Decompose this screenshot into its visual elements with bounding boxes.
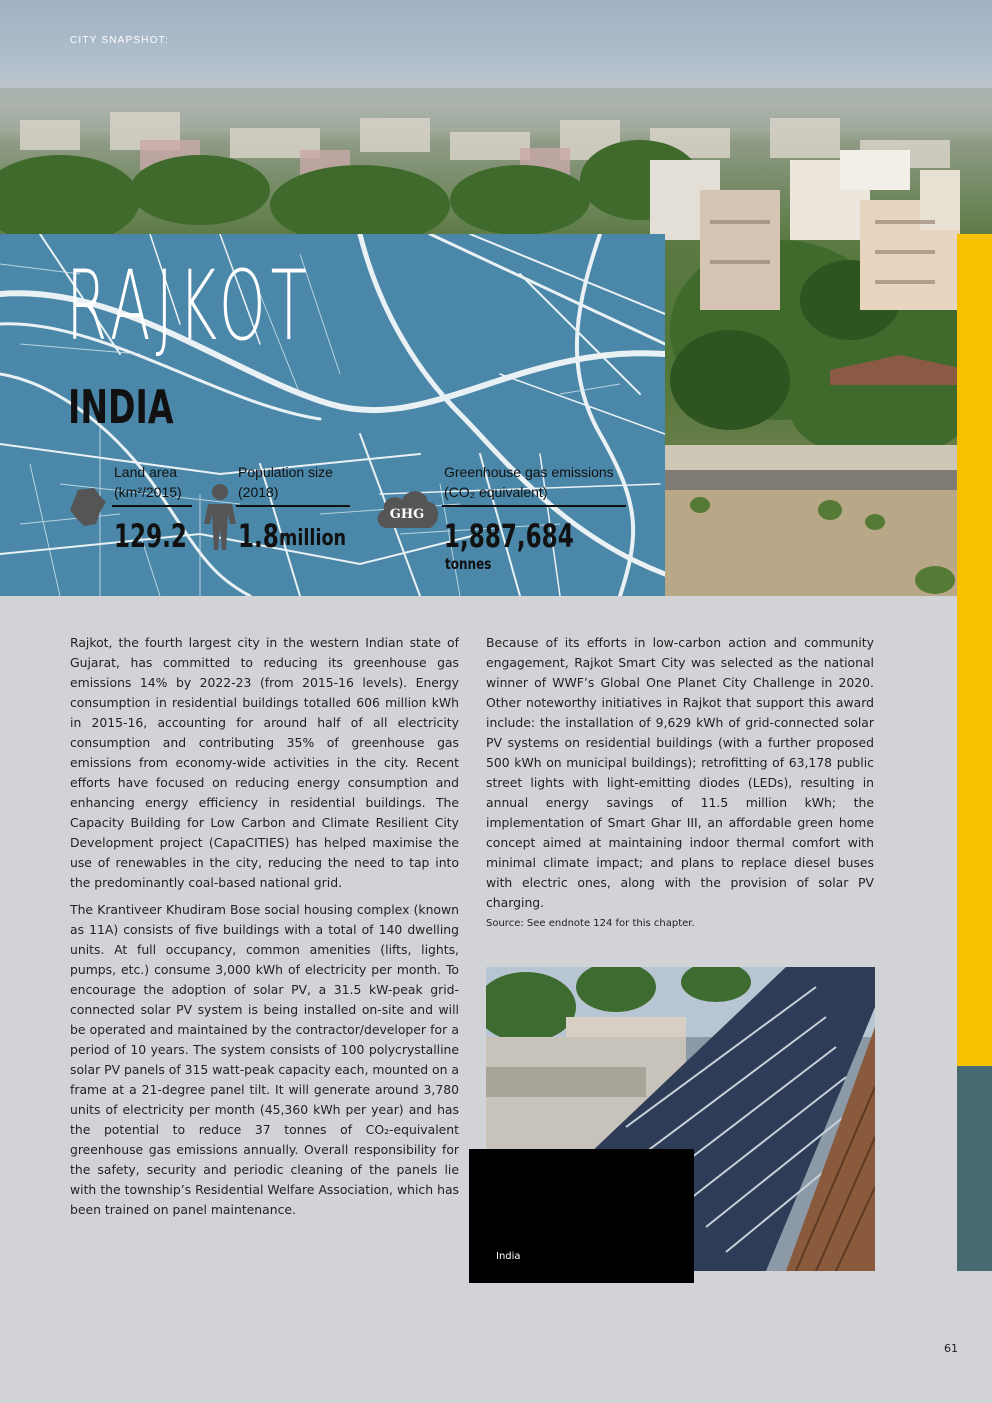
land-area-label: Land area <box>114 464 178 480</box>
population-year: (2018) <box>238 484 279 500</box>
city-title: RAJKOT <box>66 250 312 362</box>
population-label: Population size <box>238 464 333 480</box>
ghg-unit: tonnes <box>445 555 492 573</box>
map-shape-icon <box>70 488 106 530</box>
ghg-icon-label: GHG <box>389 507 425 522</box>
land-area-value: 129.2 <box>114 517 187 555</box>
population-value: 1.8 <box>238 517 279 555</box>
paragraph: Rajkot, the fourth largest city in the western Indian state of Gujarat, has committed to reducing its greenhouse gas emissions 14% by 2022-23 (from 2015-16 levels). Energy consumption in residential buildings totalled 606 million kWh in 2015-16, accounting for around half of all electricity consumption and contributing 35% of greenhouse gas emissions from economy-wide activities in the city. Recent efforts have focused on reducing energy consumption and enhancing energy efficiency in residential buildings. The Capacity Building for Low Carbon and Climate Resilient City Development project (CapaCITIES) has helped maximise the use of renewables in the city, reducing the need to tap into the predominantly coal-based national grid. <box>70 635 459 890</box>
accent-bar-yellow <box>957 234 992 1066</box>
land-area-year: (km²/2015) <box>114 484 182 500</box>
paragraph: Because of its efforts in low-carbon action and community engagement, Rajkot Smart City was selected as the national winner of WWF’s Global One Planet City Challenge in 2020. Other noteworthy initiatives in Rajkot that support this award include: the installation of 9,629 kWh of grid-connected solar PV systems on residential buildings (with a further proposed 500 kWh on municipal buildings); retrofitting of 63,178 public street lights with light-emitting diodes (LEDs), resulting in annual energy savings of 11.5 million kWh; the implementation of Smart Ghar III, an affordable green home concept aimed at maintaining indoor thermal comfort with minimal climate impact; and plans to replace diesel buses with electric ones, along with the provision of solar PV charging. <box>486 635 874 910</box>
population-unit: million <box>279 526 347 551</box>
population-rule <box>236 505 350 507</box>
ghg-value: 1,887,684 <box>444 517 574 555</box>
country-title: INDIA <box>68 380 174 434</box>
ghg-cloud-icon <box>374 484 440 534</box>
right-column <box>486 633 874 920</box>
paragraph: The Krantiveer Khudiram Bose social housing complex (known as 11A) consists of five buildings with a total of 140 dwelling units. At full occupancy, common amenities (lifts, lights, pumps, etc.) consume 3,000 kWh of electricity per month. To encourage the adoption of solar PV, a 31.5 kW-peak grid-connected solar PV system is being installed on-site and will be operated and maintained by the contractor/developer for a period of 10 years. The system consists of 100 polycrystalline solar PV panels of 315 watt-peak capacity each, mounted on a frame at a 21-degree panel tilt. It will generate around 3,780 units of electricity per month (45,360 kWh per year) and has the potential to reduce 37 tonnes of CO₂-equivalent greenhouse gas emissions annually. Overall responsibility for the safety, security and periodic cleaning of the panels lie with the township’s Residential Welfare Association, which has been trained on panel maintenance. <box>70 902 459 1217</box>
accent-bar-teal <box>957 1066 992 1271</box>
ghg-label: Greenhouse gas emissions <box>444 464 614 480</box>
left-column <box>70 633 459 1227</box>
photo-caption: India <box>496 1251 521 1262</box>
source-note: Source: See endnote 124 for this chapter. <box>486 918 695 929</box>
person-icon <box>202 484 238 554</box>
land-area-rule <box>112 505 192 507</box>
page-number: 61 <box>944 1342 958 1355</box>
ghg-unit-label: (CO₂ equivalent) <box>444 484 548 500</box>
ghg-rule <box>442 505 626 507</box>
photo-caption-box <box>469 1149 694 1283</box>
section-kicker: CITY SNAPSHOT: <box>70 35 169 46</box>
